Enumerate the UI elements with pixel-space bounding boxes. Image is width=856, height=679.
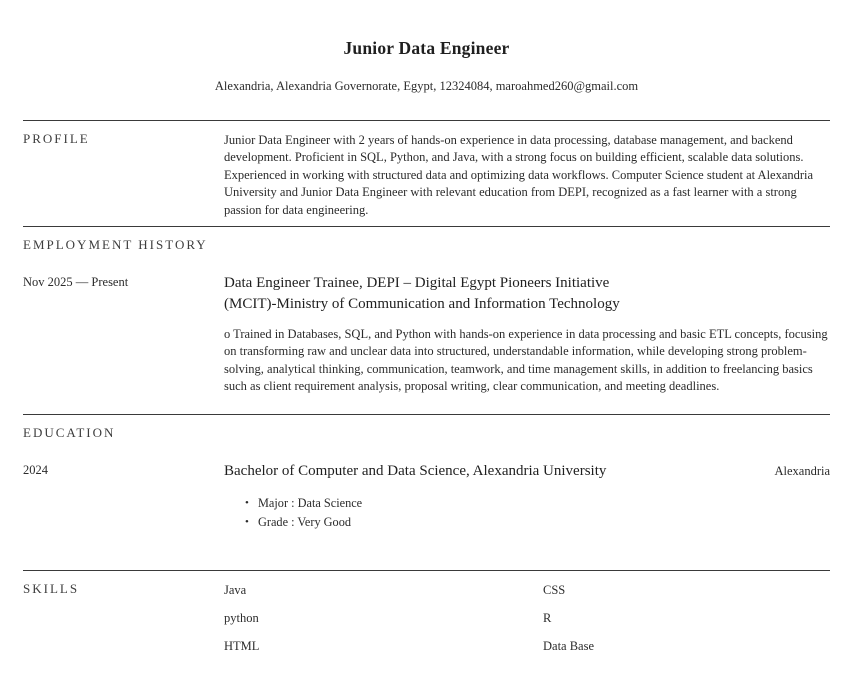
skill-item: R [543, 611, 552, 626]
job-title-line1: Data Engineer Trainee, DEPI – Digital Egypt Pioneers Initiative [224, 275, 610, 292]
resume-header [23, 39, 830, 93]
education-bullet: • Grade : Very Good [224, 513, 830, 532]
education-date-column [23, 461, 224, 533]
skill-item: Data Base [543, 639, 595, 654]
education-title-row [224, 461, 830, 482]
education-date: 2024 [23, 462, 48, 477]
skills-grid [224, 582, 830, 668]
skills-column-2 [543, 584, 830, 668]
education-section [23, 415, 830, 533]
degree-title: Bachelor of Computer and Data Science, Alexandria University [224, 462, 607, 479]
education-location: Alexandria [774, 463, 830, 478]
education-bullet-list [224, 494, 830, 532]
job-title [224, 273, 830, 314]
employment-content-column [224, 273, 830, 396]
skills-heading: SKILLS [23, 581, 80, 597]
education-heading-row [23, 415, 830, 440]
profile-content-column [224, 132, 830, 219]
employment-heading-row [23, 227, 830, 252]
employment-heading: EMPLOYMENT HISTORY [23, 237, 208, 253]
skill-item: Java [224, 583, 247, 598]
profile-heading: PROFILE [23, 131, 90, 146]
resume-title: Junior Data Engineer [343, 38, 510, 58]
profile-label-column [23, 132, 224, 219]
skills-label-column [23, 582, 224, 668]
job-description: o Trained in Databases, SQL, and Python with hands-on experience in data processing and basic ETL concepts, focusing on transforming raw and unclear data into structured, understandable information, while developing strong problem-solving, analytical thinking, communication, teamwork, and time management skills, in addition to freelancing basics such as client requirement analysis, proposal writing, clear communication, and meeting deadlines. [224, 327, 828, 394]
skill-item: HTML [224, 639, 260, 654]
education-bullet: • Major : Data Science [224, 494, 830, 513]
skill-item: CSS [543, 583, 566, 598]
skill-item: python [224, 611, 259, 626]
education-entry [23, 461, 830, 533]
skills-column-1 [224, 584, 543, 668]
education-content-column [224, 461, 830, 533]
profile-text: Junior Data Engineer with 2 years of hands-on experience in data processing, database management, and backend development. Proficient in SQL, Python, and Java, with a strong focus on building efficient, scalable data solutions. Experienced in working with structured data and optimizing data workflows. Computer Science student at Alexandria University and Junior Data Engineer with relevant education from DEPI, recognized as a fast learner with a strong passion for data engineering. [224, 133, 814, 217]
profile-section [23, 121, 830, 219]
job-title-line2: (MCIT)-Ministry of Communication and Information Technology [224, 295, 620, 312]
employment-date: Nov 2025 — Present [23, 275, 129, 290]
contact-line: Alexandria, Alexandria Governorate, Egypt, 12324084, maroahmed260@gmail.com [214, 79, 639, 93]
employment-date-column [23, 273, 224, 396]
employment-section [23, 227, 830, 396]
skills-section [23, 571, 830, 668]
employment-entry [23, 273, 830, 396]
education-heading: EDUCATION [23, 424, 116, 440]
